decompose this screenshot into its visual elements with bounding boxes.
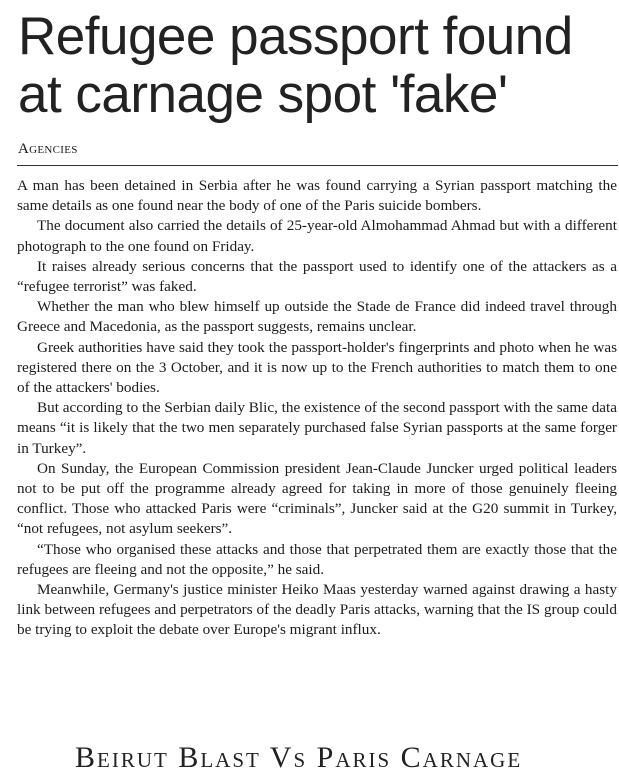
article-body	[17, 176, 617, 641]
article-paragraph: It raises already serious concerns that the passport used to identify one of the attackers as a “refugee terrorist” was faked.	[17, 257, 617, 296]
article-paragraph: Whether the man who blew himself up outside the Stade de France did indeed travel through Greece and Macedonia, as the passport suggests, remains unclear.	[17, 298, 617, 336]
article-paragraph: On Sunday, the European Commission president Jean-Claude Juncker urged political leaders not to be put off the programme already agreed for taking in more of those genuinely fleeing conflict. Those who attacked Paris were “criminals”, Juncker said at the G20 summit in Turkey, “not refugees, not asylum seekers”.	[17, 459, 617, 538]
article-paragraph: A man has been detained in Serbia after he was found carrying a Syrian passport matching the same details as one found near the body of one of the Paris suicide bombers.	[17, 177, 617, 215]
next-article-headline: Beirut Blast Vs Paris Carnage	[75, 741, 523, 774]
article-headline: Refugee passport found at carnage spot 'fake'	[18, 7, 573, 124]
article-paragraph: Meanwhile, Germany's justice minister Heiko Maas yesterday warned against drawing a hasty link between refugees and perpetrators of the deadly Paris attacks, warning that the IS group could be trying to exploit the debate over Europe's migrant influx.	[17, 581, 617, 639]
article-paragraph: The document also carried the details of 25-year-old Almohammad Ahmad but with a different photograph to the one found on Friday.	[17, 217, 617, 255]
article-paragraph: But according to the Serbian daily Blic, the existence of the second passport with the same data means “it is likely that the two men separately purchased false Syrian passports at the same forger in Turkey”.	[17, 399, 617, 457]
byline: Agencies	[18, 141, 78, 157]
article-paragraph: Greek authorities have said they took the passport-holder's fingerprints and photo when he was registered there on the 3 October, and it is now up to the French authorities to match them to one of the attackers' bodies.	[17, 338, 617, 397]
divider-rule	[17, 165, 618, 166]
article-paragraph: “Those who organised these attacks and those that perpetrated them are exactly those that the refugees are fleeing and not the opposite,” he said.	[17, 540, 617, 578]
